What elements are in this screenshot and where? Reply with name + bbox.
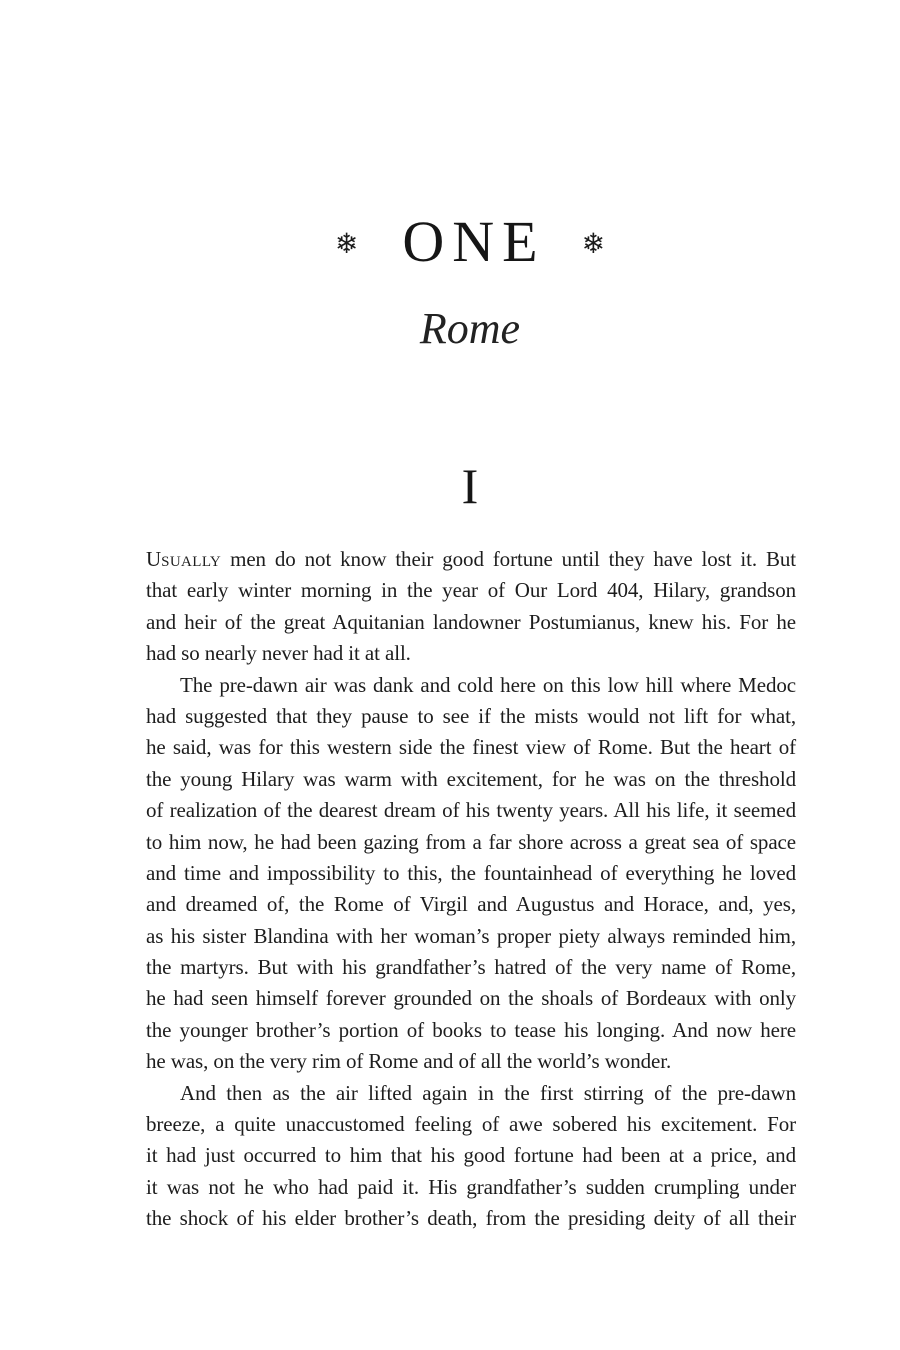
text-line: and time and impossibility to this, the fountainhead of everything he loved bbox=[146, 860, 796, 885]
text-line: the younger brother’s portion of books to tease his longing. And now here bbox=[146, 1017, 796, 1042]
body-text bbox=[146, 544, 796, 1235]
text-line: he had seen himself forever grounded on the shoals of Bordeaux with only bbox=[146, 986, 796, 1011]
text-line: the martyrs. But with his grandfather’s hatred of the very name of Rome, bbox=[146, 955, 796, 980]
section-numeral: I bbox=[461, 458, 479, 514]
text-line: the shock of his elder brother’s death, from the presiding deity of all their bbox=[146, 1206, 796, 1231]
text-line: had so nearly never had it at all. bbox=[146, 641, 411, 666]
text-line: breeze, a quite unaccustomed feeling of awe sobered his excitement. For bbox=[146, 1112, 796, 1137]
text-line: as his sister Blandina with her woman’s proper piety always reminded him, bbox=[146, 923, 796, 948]
text-line: that early winter morning in the year of Our Lord 404, Hilary, grandson bbox=[146, 578, 796, 603]
smallcaps-text: sually bbox=[161, 547, 222, 571]
chapter-title: Rome bbox=[419, 304, 521, 353]
snowflake-ornament-right-icon: ❄ bbox=[581, 227, 606, 260]
text-line: The pre-dawn air was dank and cold here on this low hill where Medoc bbox=[180, 672, 796, 697]
body-text-segment: U bbox=[146, 547, 162, 571]
text-line bbox=[146, 544, 796, 575]
text-line: had suggested that they pause to see if the mists would not lift for what, bbox=[146, 703, 796, 728]
snowflake-ornament-left-icon: ❄ bbox=[334, 227, 359, 260]
chapter-heading bbox=[145, 206, 795, 276]
text-line: it had just occurred to him that his good fortune had been at a price, and bbox=[146, 1143, 796, 1168]
body-text-segment: men do not know their good fortune until they have lost it. But bbox=[221, 547, 796, 571]
text-line: and heir of the great Aquitanian landowner Postumianus, knew his. For he bbox=[146, 609, 796, 634]
text-line: And then as the air lifted again in the first stirring of the pre-dawn bbox=[180, 1080, 796, 1105]
text-line: he said, was for this western side the finest view of Rome. But the heart of bbox=[146, 735, 796, 760]
text-line: the young Hilary was warm with excitement, for he was on the threshold bbox=[146, 766, 796, 791]
text-line: to him now, he had been gazing from a far shore across a great sea of space bbox=[146, 829, 796, 854]
text-line: it was not he who had paid it. His grandfather’s sudden crumpling under bbox=[146, 1174, 796, 1199]
text-line: he was, on the very rim of Rome and of all the world’s wonder. bbox=[146, 1049, 672, 1074]
text-line: and dreamed of, the Rome of Virgil and Augustus and Horace, and, yes, bbox=[146, 892, 796, 917]
text-line: of realization of the dearest dream of his twenty years. All his life, it seemed bbox=[146, 798, 796, 823]
chapter-number: ONE bbox=[402, 208, 546, 274]
